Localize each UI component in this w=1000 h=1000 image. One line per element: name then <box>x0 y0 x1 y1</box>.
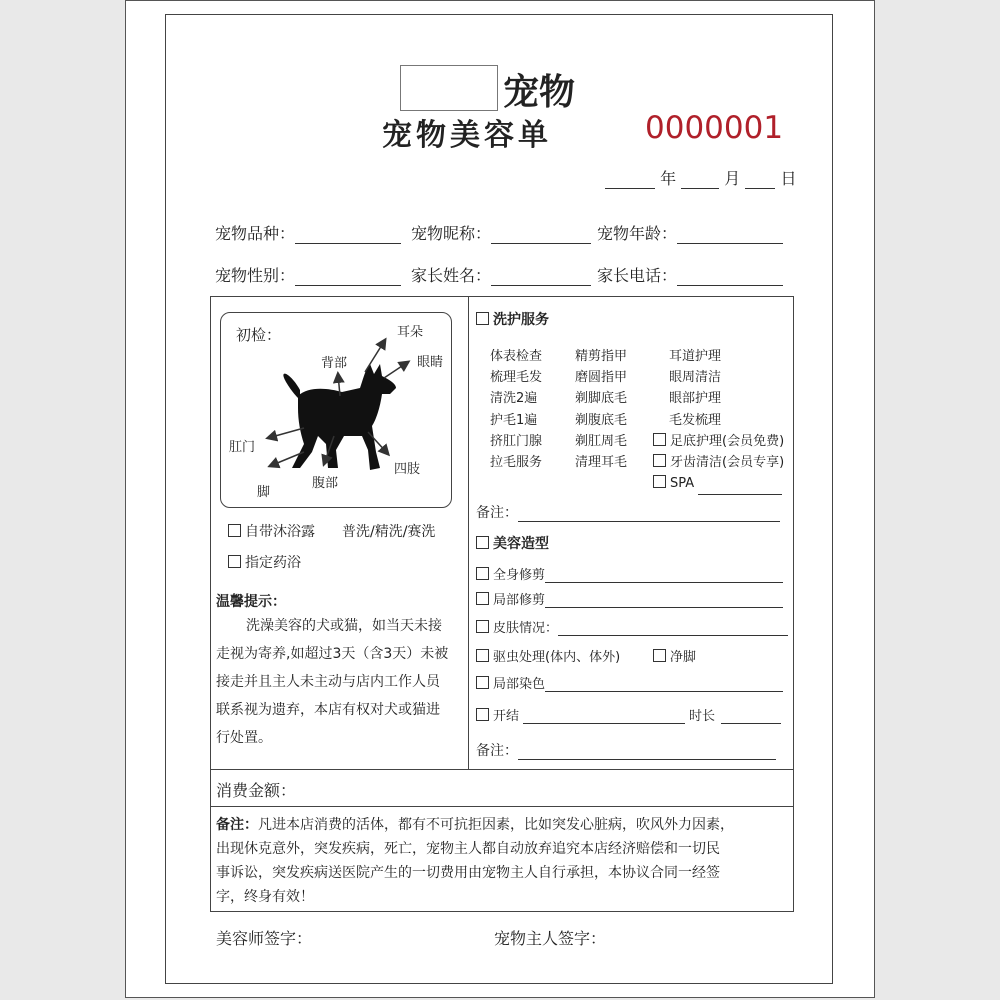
medicated-bath-option[interactable] <box>228 552 301 572</box>
partial-trim-blank[interactable] <box>545 593 783 608</box>
breed-label: 宠物品种： <box>215 224 296 243</box>
tips-line-5: 行处置。 <box>216 730 272 746</box>
day-blank[interactable] <box>745 172 775 189</box>
styling-remark <box>476 740 776 760</box>
foot-care-checkbox[interactable] <box>653 433 666 446</box>
tips-line-4: 联系视为遗弃，本店有权对犬或猫进 <box>216 702 440 718</box>
wash-type-options[interactable]: 普洗/精洗/赛洗 <box>342 524 436 540</box>
form-title: 宠物美容单 <box>382 118 552 153</box>
owner-name-label: 家长姓名： <box>411 266 492 285</box>
teeth-clean-label: 牙齿清洁(会员专享) <box>670 455 785 471</box>
breed-blank[interactable] <box>295 227 401 244</box>
care-col-3-checks <box>653 431 784 495</box>
grid-divider <box>468 296 469 770</box>
full-trim-blank[interactable] <box>545 568 783 583</box>
tips-line-1: 洗澡美容的犬或猫，如当天未接 <box>246 618 442 634</box>
untangle-label: 开结 <box>493 709 520 724</box>
nickname-label: 宠物昵称： <box>411 224 492 243</box>
partial-trim-label: 局部修剪 <box>493 593 546 608</box>
care-item: 剃腹底毛 <box>575 412 628 428</box>
care-item: 精剪指甲 <box>575 349 628 364</box>
care-checkbox[interactable] <box>476 312 489 325</box>
partial-trim-checkbox[interactable] <box>476 592 489 605</box>
clean-feet-label: 净脚 <box>670 650 697 665</box>
month-blank[interactable] <box>681 172 719 189</box>
dye-checkbox[interactable] <box>476 676 489 689</box>
year-blank[interactable] <box>605 172 655 189</box>
untangle-checkbox[interactable] <box>476 708 489 721</box>
nickname-field <box>411 221 591 244</box>
full-trim-label: 全身修剪 <box>493 568 546 583</box>
untangle-option[interactable] <box>476 705 685 724</box>
care-item: 毛发梳理 <box>669 412 722 428</box>
care-item: 体表检查 <box>490 349 543 364</box>
owner-phone-blank[interactable] <box>677 269 783 286</box>
dye-blank[interactable] <box>545 677 783 692</box>
disclaimer-line-2: 出现休克意外，突发疾病，死亡，宠物主人都自动放弃追究本店经济赔偿和一切民 <box>216 841 720 857</box>
styling-title-label: 美容造型 <box>493 536 549 552</box>
care-remark-label: 备注： <box>476 505 518 521</box>
skin-option[interactable] <box>476 617 788 636</box>
care-item: 磨圆指甲 <box>575 370 628 386</box>
care-item: 剃肛周毛 <box>575 433 628 449</box>
dye-option[interactable] <box>476 673 783 692</box>
tips-line-2: 走视为寄养,如超过3天（含3天）未被 <box>216 646 449 662</box>
tips-title: 温馨提示： <box>216 594 286 610</box>
care-remark <box>476 502 780 522</box>
care-item: 挤肛门腺 <box>490 433 543 449</box>
care-item: 眼周清洁 <box>669 370 722 386</box>
month-label: 月 <box>724 169 741 188</box>
nickname-blank[interactable] <box>491 227 591 244</box>
skin-blank[interactable] <box>558 621 788 636</box>
brand-title: 宠物 <box>503 71 576 113</box>
care-item: 拉毛服务 <box>490 455 543 471</box>
label-ear: 耳朵 <box>397 325 424 340</box>
spa-option[interactable] <box>653 473 784 494</box>
own-shampoo-checkbox[interactable] <box>228 524 241 537</box>
shop-name-box[interactable] <box>400 65 498 111</box>
care-item: 眼部护理 <box>669 391 722 407</box>
spa-checkbox[interactable] <box>653 475 666 488</box>
age-blank[interactable] <box>677 227 783 244</box>
duration-field <box>689 705 781 724</box>
owner-phone-field <box>597 263 783 286</box>
spa-blank[interactable] <box>698 480 782 495</box>
amount-box <box>210 769 794 807</box>
care-item: 清理耳毛 <box>575 455 628 471</box>
care-item: 护毛1遍 <box>490 412 538 428</box>
teeth-clean-checkbox[interactable] <box>653 454 666 467</box>
deworm-option[interactable] <box>476 646 620 665</box>
care-section-title[interactable] <box>476 309 549 329</box>
care-remark-blank[interactable] <box>518 505 780 522</box>
age-label: 宠物年龄： <box>597 224 678 243</box>
label-foot: 脚 <box>257 485 271 500</box>
deworm-label: 驱虫处理(体内、体外) <box>493 650 621 665</box>
styling-checkbox[interactable] <box>476 536 489 549</box>
medicated-bath-checkbox[interactable] <box>228 555 241 568</box>
gender-blank[interactable] <box>295 269 401 286</box>
label-back: 背部 <box>321 356 348 371</box>
skin-label: 皮肤情况： <box>493 621 559 636</box>
date-line <box>605 166 797 189</box>
own-shampoo-option[interactable] <box>228 521 315 541</box>
dye-label: 局部染色 <box>493 677 546 692</box>
serial-number: 0000001 <box>645 110 784 146</box>
care-col-3 <box>669 346 721 431</box>
disclaimer-line-1 <box>216 813 734 837</box>
owner-name-blank[interactable] <box>491 269 591 286</box>
label-anus: 肛门 <box>229 440 256 455</box>
styling-remark-label: 备注： <box>476 743 518 759</box>
duration-blank[interactable] <box>721 709 781 724</box>
clean-feet-option[interactable] <box>653 646 696 665</box>
disclaimer-line-3: 事诉讼，突发疾病送医院产生的一切费用由宠物主人自行承担，本协议合同一经签 <box>216 865 720 881</box>
gender-label: 宠物性别： <box>215 266 296 285</box>
styling-section-title[interactable] <box>476 533 549 553</box>
spa-label: SPA <box>670 476 695 492</box>
owner-phone-label: 家长电话： <box>597 266 678 285</box>
groomer-signature[interactable]: 美容师签字： <box>216 929 313 948</box>
care-item: 耳道护理 <box>669 349 722 364</box>
disclaimer-line-4: 字，终身有效！ <box>216 889 314 905</box>
full-trim-checkbox[interactable] <box>476 567 489 580</box>
own-shampoo-label: 自带沐浴露 <box>245 524 315 540</box>
disclaimer-label: 备注： <box>216 817 258 833</box>
owner-name-field <box>411 263 591 286</box>
care-item: 清洗2遍 <box>490 391 538 407</box>
breed-field <box>215 221 401 244</box>
disclaimer-text: 凡进本店消费的活体，都有不可抗拒因素，比如突发心脏病，吹风外力因素， <box>258 817 734 833</box>
tips-line-3: 接走并且主人未主动与店内工作人员 <box>216 674 440 690</box>
care-item: 梳理毛发 <box>490 370 543 386</box>
gender-field <box>215 263 401 286</box>
deworm-checkbox[interactable] <box>476 649 489 662</box>
care-item: 剃脚底毛 <box>575 391 628 407</box>
untangle-blank[interactable] <box>523 709 685 724</box>
partial-trim-option[interactable] <box>476 589 783 608</box>
age-field <box>597 221 783 244</box>
exam-title: 初检： <box>236 326 282 344</box>
clean-feet-checkbox[interactable] <box>653 649 666 662</box>
styling-remark-blank[interactable] <box>518 743 776 760</box>
year-label: 年 <box>660 169 677 188</box>
care-title-label: 洗护服务 <box>493 312 549 328</box>
amount-label: 消费金额： <box>216 781 297 800</box>
foot-care-option[interactable] <box>653 431 784 452</box>
medicated-bath-label: 指定药浴 <box>245 555 301 571</box>
label-eye: 眼睛 <box>417 355 444 370</box>
full-trim-option[interactable] <box>476 564 783 583</box>
care-col-1 <box>490 346 542 473</box>
care-col-2 <box>575 346 627 473</box>
foot-care-label: 足底护理(会员免费) <box>670 434 785 449</box>
owner-signature[interactable]: 宠物主人签字： <box>494 929 607 948</box>
day-label: 日 <box>780 169 797 188</box>
teeth-clean-option[interactable] <box>653 452 784 473</box>
skin-checkbox[interactable] <box>476 620 489 633</box>
label-belly: 腹部 <box>312 476 339 491</box>
label-limbs: 四肢 <box>394 462 421 477</box>
duration-label: 时长 <box>689 709 716 724</box>
